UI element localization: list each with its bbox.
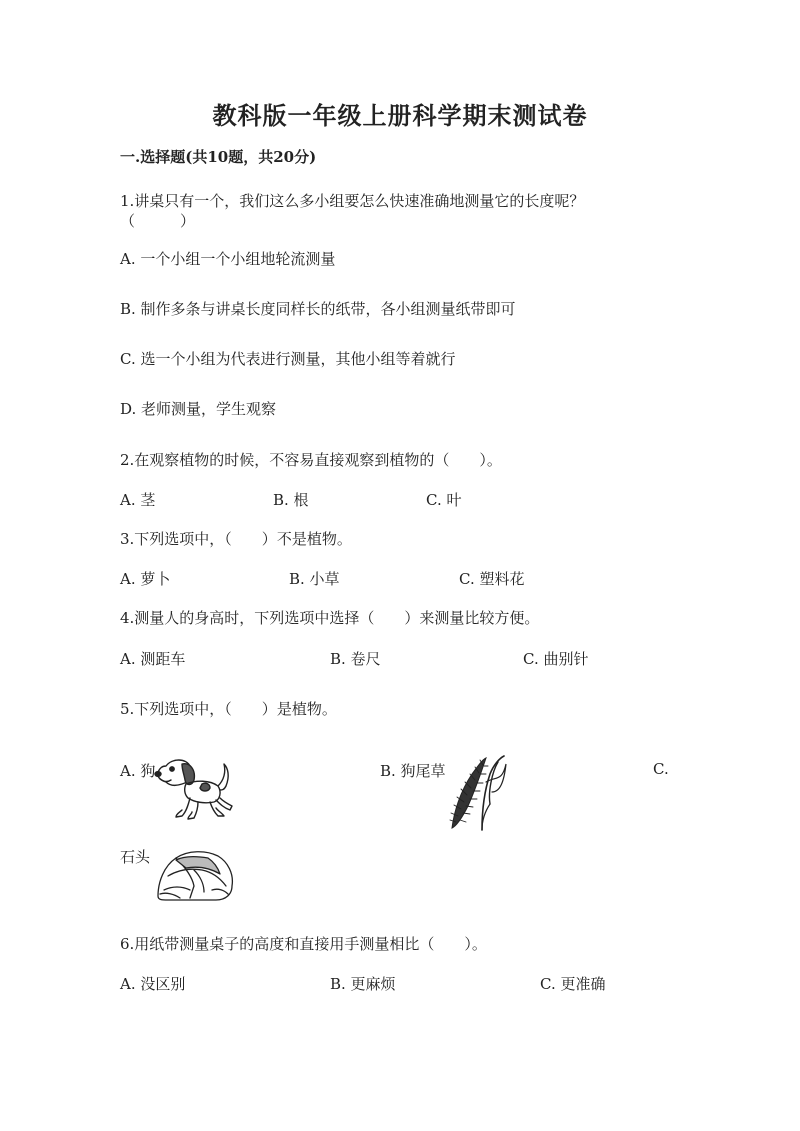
question-6-option-b: B. 更麻烦 (330, 975, 396, 993)
stone-picture (154, 846, 236, 904)
question-3-option-c: C. 塑料花 (459, 570, 525, 588)
question-5-option-c: C. (653, 760, 669, 778)
question-3-option-a: A. 萝卜 (120, 570, 171, 588)
question-4-option-a: A. 测距车 (120, 650, 186, 668)
question-1-stem: 1.讲桌只有一个，我们这么多小组要怎么快速准确地测量它的长度呢？ (120, 192, 585, 210)
question-1-option-c: C. 选一个小组为代表进行测量，其他小组等着就行 (120, 350, 456, 368)
question-3-option-b: B. 小草 (289, 570, 340, 588)
question-2-option-a: A. 茎 (120, 491, 156, 509)
question-1-option-b: B. 制作多条与讲桌长度同样长的纸带，各小组测量纸带即可 (120, 300, 516, 318)
question-5-stem: 5.下列选项中，（ ）是植物。 (120, 700, 337, 718)
page-title: 教科版一年级上册科学期末测试卷 (212, 101, 588, 130)
question-3-stem: 3.下列选项中，（ ）不是植物。 (120, 530, 352, 548)
question-2-stem: 2.在观察植物的时候，不容易直接观察到植物的（ ）。 (120, 451, 502, 469)
question-4-stem: 4.测量人的身高时，下列选项中选择（ ）来测量比较方便。 (120, 609, 540, 627)
question-1-option-a: A. 一个小组一个小组地轮流测量 (120, 250, 336, 268)
foxtail-grass-picture (446, 752, 510, 832)
question-2-option-c: C. 叶 (426, 491, 462, 509)
question-1-option-d: D. 老师测量，学生观察 (120, 400, 277, 418)
question-6-option-c: C. 更准确 (540, 975, 606, 993)
question-1-answer-paren: （ ） (120, 212, 196, 230)
question-6-option-a: A. 没区别 (120, 975, 186, 993)
question-5-option-c-label: 石头 (120, 848, 151, 866)
question-5-option-b: B. 狗尾草 (380, 762, 446, 780)
dog-picture (152, 756, 234, 822)
question-5-option-a: A. 狗 (120, 762, 156, 780)
section-heading: 一.选择题(共10题，共20分) (120, 148, 317, 166)
question-2-option-b: B. 根 (273, 491, 309, 509)
question-4-option-c: C. 曲别针 (523, 650, 589, 668)
question-6-stem: 6.用纸带测量桌子的高度和直接用手测量相比（ ）。 (120, 935, 487, 953)
question-4-option-b: B. 卷尺 (330, 650, 381, 668)
